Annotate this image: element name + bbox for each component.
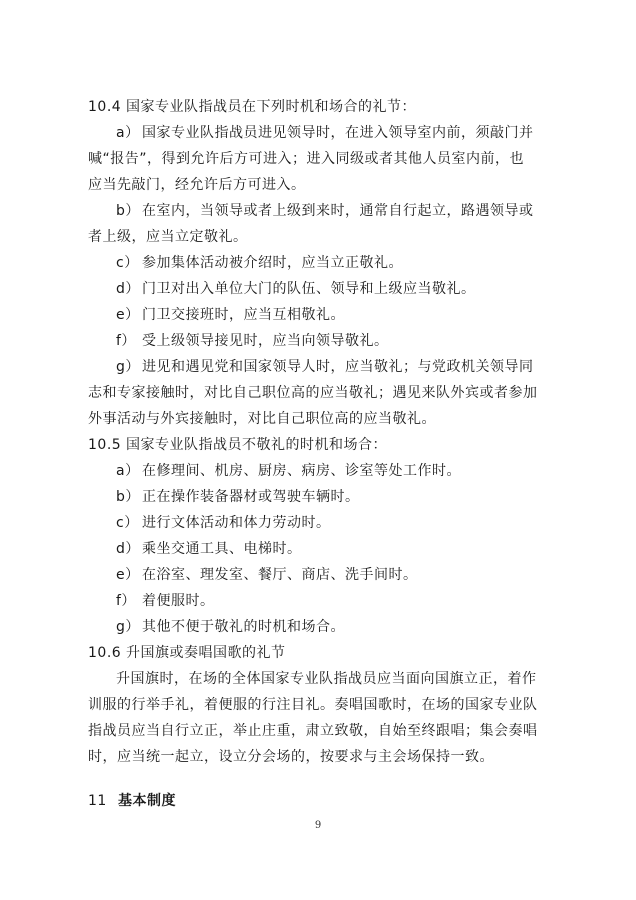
paragraph-line: 训服的行举手礼，着便服的行注目礼。奏唱国歌时，在场的国家专业队 [88,697,538,713]
item-text: 着便服时。 [142,593,215,609]
section-title: 国家专业队指战员不敬礼的时机和场合： [126,437,387,453]
item-text: 其他不便于敬礼的时机和场合。 [142,619,345,635]
item-label: d） [116,281,140,297]
item-continuation: 志和专家接触时，对比自己职位高的应当敬礼；遇见来队外宾或者参加 [88,385,538,401]
item-label: e） [116,567,140,583]
list-item-10-5-e [88,562,556,588]
item-text: 进见和遇见党和国家领导人时，应当敬礼；与党政机关领导同 [142,359,534,375]
item-text: 国家专业队指战员进见领导时，在进入领导室内前，须敲门并 [142,125,534,141]
item-label: b） [116,489,140,505]
item-label: g） [116,619,140,635]
list-item-10-5-g [88,614,556,640]
item-text: 参加集体活动被介绍时，应当立正敬礼。 [142,255,403,271]
list-item-10-5-a [88,458,556,484]
section-10-6-heading [88,640,556,666]
list-item-10-5-c [88,510,556,536]
paragraph-line: 升国旗时，在场的全体国家专业队指战员应当面向国旗立正，着作 [116,671,537,687]
list-item-10-5-b [88,484,556,510]
item-label: f） [116,593,136,609]
list-item-10-4-d [88,276,556,302]
list-item-10-4-e [88,302,556,328]
item-text: 进行文体活动和体力劳动时。 [142,515,331,531]
item-label: a） [116,125,140,141]
item-label: f） [116,333,136,349]
item-continuation: 喊“报告”，得到允许后方可进入；进入同级或者其他人员室内前，也 [88,151,525,167]
item-text: 乘坐交通工具、电梯时。 [142,541,302,557]
section-number: 10.4 [88,99,122,115]
section-title: 升国旗或奏唱国歌的礼节 [126,645,286,661]
section-number: 11 [88,793,107,809]
item-text: 正在操作装备器材或驾驶车辆时。 [142,489,360,505]
item-label: c） [116,255,139,271]
section-11-heading [88,788,556,814]
section-title: 国家专业队指战员在下列时机和场合的礼节： [126,99,416,115]
list-item-10-4-f [88,328,556,354]
item-text: 门卫对出入单位大门的队伍、领导和上级应当敬礼。 [142,281,476,297]
list-item-10-4-b [88,198,556,224]
list-item-10-4-a [88,120,556,146]
list-item-10-4-c [88,250,556,276]
item-label: b） [116,203,140,219]
list-item-10-5-f [88,588,556,614]
item-text: 在浴室、理发室、餐厅、商店、洗手间时。 [142,567,418,583]
item-label: e） [116,307,140,323]
paragraph-line: 时，应当统一起立，设立分会场的，按要求与主会场保持一致。 [88,749,494,765]
item-continuation: 外事活动与外宾接触时，对比自己职位高的应当敬礼。 [88,411,436,427]
item-label: c） [116,515,139,531]
section-number: 10.6 [88,645,122,661]
section-10-5-heading [88,432,556,458]
paragraph-line: 指战员应当自行立正，举止庄重，肃立致敬，自始至终跟唱；集会奏唱 [88,723,538,739]
item-label: g） [116,359,140,375]
page-content [88,94,556,814]
section-10-4-heading [88,94,556,120]
item-text: 在室内，当领导或者上级到来时，通常自行起立，路遇领导或 [142,203,534,219]
section-number: 10.5 [88,437,122,453]
list-item-10-4-g [88,354,556,380]
item-text: 门卫交接班时，应当互相敬礼。 [142,307,345,323]
item-continuation: 者上级，应当立定敬礼。 [88,229,248,245]
section-title: 基本制度 [118,793,176,809]
item-label: d） [116,541,140,557]
list-item-10-5-d [88,536,556,562]
item-label: a） [116,463,140,479]
item-continuation: 应当先敲门，经允许后方可进入。 [88,177,306,193]
page-number: 9 [314,820,322,831]
item-text: 受上级领导接见时，应当向领导敬礼。 [142,333,389,349]
item-text: 在修理间、机房、厨房、病房、诊室等处工作时。 [142,463,461,479]
